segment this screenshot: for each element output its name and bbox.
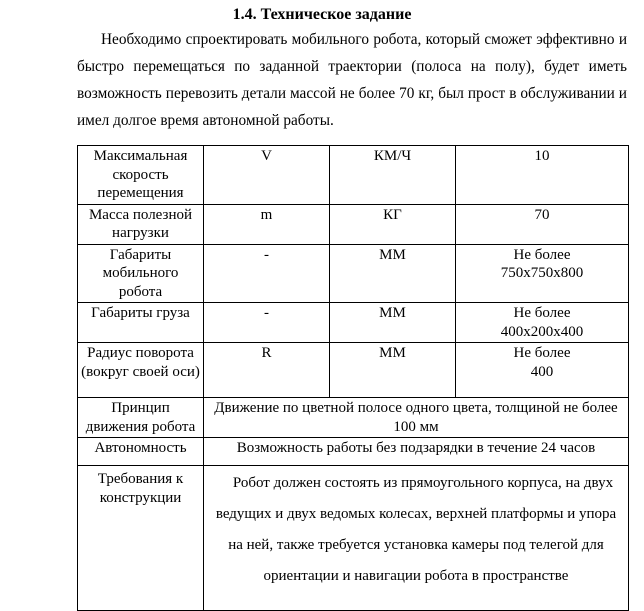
unit-cell: ММ bbox=[330, 343, 456, 398]
unit-cell: КГ bbox=[330, 204, 456, 244]
value-cell: Не более 400 bbox=[456, 343, 629, 398]
param-cell: Габариты груза bbox=[78, 303, 204, 343]
table-row bbox=[78, 244, 629, 303]
param-cell: Требования к конструкции bbox=[78, 466, 204, 611]
table-row bbox=[78, 146, 629, 205]
table-row bbox=[78, 466, 629, 611]
symbol-cell: - bbox=[204, 303, 330, 343]
requirements-text: Робот должен состоять из прямоугольного корпуса, на двух ведущих и двух ведомых колесах, верхней платформы и упора на ней, также требуется установка камеры под телегой для ориентации и навигации робота в пространстве bbox=[215, 475, 617, 584]
param-cell: Максимальная скорость перемещения bbox=[78, 146, 204, 205]
specification-table bbox=[77, 145, 629, 611]
symbol-cell: V bbox=[204, 146, 330, 205]
unit-cell: КМ/Ч bbox=[330, 146, 456, 205]
param-cell: Принцип движения робота bbox=[78, 398, 204, 438]
text-cell: Возможность работы без подзарядки в течение 24 часов bbox=[204, 438, 629, 466]
symbol-cell: R bbox=[204, 343, 330, 398]
value-cell: Не более 750x750x800 bbox=[456, 244, 629, 303]
intro-paragraph: Необходимо спроектировать мобильного робота, который сможет эффективно и быстро перемещаться по заданной траектории (полоса на полу), будет иметь возможность перевозить детали массой не более 70 кг, был прост в обслуживании и имел долгое время автономной работы. bbox=[77, 31, 627, 129]
value-cell: 70 bbox=[456, 204, 629, 244]
table-row bbox=[78, 303, 629, 343]
text-cell bbox=[204, 466, 629, 611]
symbol-cell: m bbox=[204, 204, 330, 244]
param-cell: Масса полезной нагрузки bbox=[78, 204, 204, 244]
section-heading: 1.4. Техническое задание bbox=[232, 6, 412, 23]
table-row bbox=[78, 438, 629, 466]
table-row bbox=[78, 204, 629, 244]
symbol-cell: - bbox=[204, 244, 330, 303]
unit-cell: ММ bbox=[330, 244, 456, 303]
param-cell: Автономность bbox=[78, 438, 204, 466]
value-cell: Не более 400x200x400 bbox=[456, 303, 629, 343]
table-row bbox=[78, 398, 629, 438]
text-cell: Движение по цветной полосе одного цвета, толщиной не более 100 мм bbox=[204, 398, 629, 438]
table-row bbox=[78, 343, 629, 398]
unit-cell: ММ bbox=[330, 303, 456, 343]
param-cell: Радиус поворота (вокруг своей оси) bbox=[78, 343, 204, 398]
param-cell: Габариты мобильного робота bbox=[78, 244, 204, 303]
value-cell: 10 bbox=[456, 146, 629, 205]
